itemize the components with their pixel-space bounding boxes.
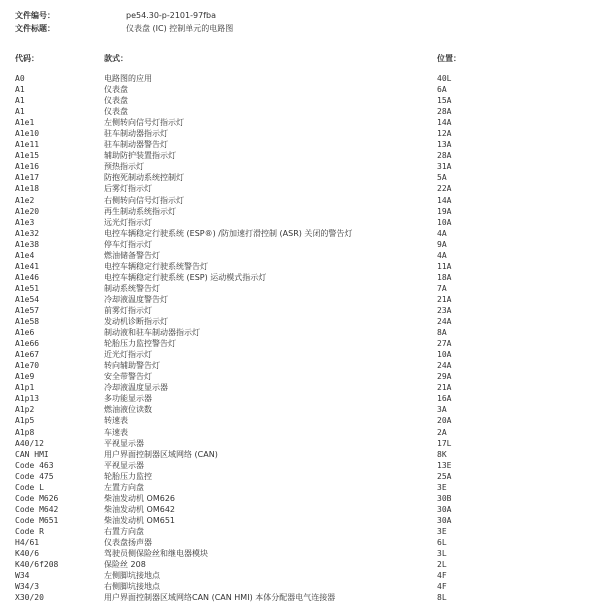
row-name: 右置方向盘 [104, 526, 144, 536]
table-row [0, 228, 600, 239]
row-code: A1 [15, 96, 25, 106]
row-name: 仪表盘 [104, 107, 128, 117]
row-code: A1 [15, 85, 25, 95]
table-row [0, 84, 600, 95]
row-position: 24A [437, 361, 452, 371]
row-code: A1p8 [15, 427, 35, 437]
row-code: H4/61 [15, 537, 40, 547]
row-position: 21A [437, 383, 452, 393]
row-position: 4F [437, 582, 447, 592]
table-row [0, 548, 600, 559]
row-name: 左置方向盘 [104, 482, 144, 492]
row-code: A1e16 [15, 162, 40, 172]
table-row [0, 393, 600, 404]
row-name: 仪表盘 [104, 85, 128, 95]
legend-table [0, 73, 600, 603]
row-code: A1e67 [15, 350, 40, 360]
row-name: 驻车制动器指示灯 [104, 129, 168, 139]
doc-number-label: 文件编号： [15, 11, 55, 20]
row-code: A1e54 [15, 294, 40, 304]
row-position: 13A [437, 140, 452, 150]
row-name: 安全带警告灯 [104, 372, 152, 382]
table-row [0, 504, 600, 515]
table-row [0, 150, 600, 161]
row-name: 电控车辆稳定行驶系统 (ESP®) /防加速打滑控制 (ASR) 关闭的警告灯 [104, 228, 353, 238]
table-row [0, 217, 600, 228]
row-position: 6A [437, 85, 447, 95]
row-code: A1e15 [15, 151, 40, 161]
row-name: 后雾灯指示灯 [104, 184, 152, 194]
row-name: 平视显示器 [104, 460, 144, 470]
row-position: 12A [437, 129, 452, 139]
row-code: W34/3 [15, 582, 40, 592]
row-position: 30B [437, 493, 452, 503]
row-name: 柴油发动机 OM651 [104, 515, 176, 525]
row-position: 2A [437, 427, 447, 437]
row-name: 制动系统警告灯 [104, 283, 160, 293]
doc-title-label: 文件标题： [15, 24, 55, 33]
table-row [0, 559, 600, 570]
table-row [0, 117, 600, 128]
row-name: 电控车辆稳定行驶系统 (ESP) 运动模式指示灯 [104, 272, 267, 282]
row-name: 电路图的应用 [104, 74, 152, 83]
column-header-code: 代码： [15, 54, 39, 63]
row-code: A40/12 [15, 438, 44, 448]
table-row [0, 272, 600, 283]
table-row [0, 106, 600, 117]
row-name: 轮胎压力监控警告灯 [104, 339, 176, 349]
table-row [0, 316, 600, 327]
row-position: 14A [437, 118, 452, 128]
table-row [0, 537, 600, 548]
row-name: 前雾灯指示灯 [104, 305, 152, 315]
table-row [0, 95, 600, 106]
table-row [0, 206, 600, 217]
row-position: 8K [437, 449, 447, 459]
row-code: CAN HMI [15, 449, 49, 459]
table-row [0, 371, 600, 382]
row-code: A1e38 [15, 239, 40, 249]
row-name: 驻车制动器警告灯 [104, 140, 168, 150]
table-row [0, 471, 600, 482]
table-row [0, 581, 600, 592]
row-position: 8A [437, 328, 447, 338]
table-row [0, 283, 600, 294]
row-code: Code 463 [15, 460, 54, 470]
doc-title-value: 仪表盘 (IC) 控制单元的电路图 [126, 24, 234, 33]
table-row [0, 438, 600, 449]
row-position: 13E [437, 460, 452, 470]
row-code: A1e66 [15, 339, 40, 349]
row-code: A1p5 [15, 416, 35, 426]
row-name: 再生制动系统指示灯 [104, 206, 176, 216]
row-code: A1e10 [15, 129, 40, 139]
row-position: 28A [437, 151, 452, 161]
row-code: A0 [15, 74, 25, 83]
row-name: 仪表盘 [104, 96, 128, 106]
row-code: A1e4 [15, 250, 35, 260]
table-row [0, 294, 600, 305]
row-name: 柴油发动机 OM642 [104, 504, 176, 514]
row-position: 10A [437, 217, 452, 227]
row-position: 6L [437, 537, 447, 547]
row-name: 左侧脚坑接地点 [104, 571, 160, 581]
table-row [0, 305, 600, 316]
row-code: A1e3 [15, 217, 35, 227]
table-row [0, 338, 600, 349]
row-position: 22A [437, 184, 452, 194]
row-position: 4F [437, 571, 447, 581]
row-code: Code M642 [15, 504, 59, 514]
row-name: 电控车辆稳定行驶系统警告灯 [104, 261, 208, 271]
table-row [0, 195, 600, 206]
row-name: 平视显示器 [104, 438, 144, 448]
row-position: 15A [437, 96, 452, 106]
row-name: 制动液和驻车制动器指示灯 [104, 328, 200, 338]
column-header-position: 位置： [437, 54, 461, 63]
row-position: 8L [437, 593, 447, 603]
table-row [0, 261, 600, 272]
row-position: 29A [437, 372, 452, 382]
table-row [0, 404, 600, 415]
row-name: 停车灯指示灯 [104, 239, 152, 249]
row-position: 3A [437, 405, 447, 415]
row-position: 11A [437, 261, 452, 271]
row-name: 右侧转向信号灯指示灯 [104, 195, 184, 205]
row-position: 3L [437, 549, 447, 559]
row-position: 20A [437, 416, 452, 426]
table-row [0, 239, 600, 250]
row-name: 轮胎压力监控 [104, 471, 152, 481]
table-row [0, 172, 600, 183]
row-position: 3E [437, 482, 447, 492]
row-name: 左侧转向信号灯指示灯 [104, 118, 184, 128]
row-position: 25A [437, 471, 452, 481]
row-code: X30/20 [15, 593, 44, 603]
table-row [0, 349, 600, 360]
row-position: 4A [437, 250, 447, 260]
table-row [0, 592, 600, 603]
row-position: 3E [437, 526, 447, 536]
table-row [0, 493, 600, 504]
row-position: 40L [437, 74, 452, 83]
row-name: 发动机诊断指示灯 [104, 317, 168, 327]
row-code: Code M626 [15, 493, 59, 503]
row-name: 防抱死制动系统控制灯 [104, 173, 184, 183]
row-code: K40/6f208 [15, 560, 59, 570]
row-code: A1e32 [15, 228, 40, 238]
row-code: Code R [15, 526, 44, 536]
row-position: 18A [437, 272, 452, 282]
row-code: A1e18 [15, 184, 40, 194]
row-code: A1e41 [15, 261, 40, 271]
row-code: A1e46 [15, 272, 40, 282]
row-code: Code 475 [15, 471, 54, 481]
row-name: 保险丝 208 [104, 560, 146, 570]
table-row [0, 360, 600, 371]
row-position: 5A [437, 173, 447, 183]
table-row [0, 139, 600, 150]
row-position: 21A [437, 294, 452, 304]
row-position: 4A [437, 228, 447, 238]
table-row [0, 570, 600, 581]
row-code: A1e2 [15, 195, 35, 205]
row-code: Code M651 [15, 515, 59, 525]
row-code: K40/6 [15, 549, 40, 559]
row-code: A1e1 [15, 118, 35, 128]
row-name: 冷却液温度警告灯 [104, 294, 168, 304]
table-row [0, 427, 600, 438]
row-name: 冷却液温度显示器 [104, 383, 168, 393]
row-position: 9A [437, 239, 447, 249]
table-row [0, 449, 600, 460]
row-position: 16A [437, 394, 452, 404]
table-row [0, 327, 600, 338]
row-code: A1p2 [15, 405, 35, 415]
row-code: A1e57 [15, 305, 40, 315]
row-code: A1e58 [15, 317, 40, 327]
row-code: Code L [15, 482, 44, 492]
table-row [0, 526, 600, 537]
row-name: 转速表 [104, 416, 128, 426]
row-name: 燃油液位读数 [104, 405, 152, 415]
row-code: A1e17 [15, 173, 40, 183]
row-position: 2L [437, 560, 447, 570]
table-row [0, 161, 600, 172]
row-code: A1 [15, 107, 25, 117]
row-name: 车速表 [104, 427, 128, 437]
row-position: 7A [437, 283, 447, 293]
row-name: 多功能显示器 [104, 394, 152, 404]
column-header-name: 款式： [104, 54, 128, 63]
row-name: 预热指示灯 [104, 162, 144, 172]
table-row [0, 515, 600, 526]
table-row [0, 382, 600, 393]
row-position: 31A [437, 162, 452, 172]
table-row [0, 128, 600, 139]
row-code: A1p1 [15, 383, 35, 393]
row-code: A1p13 [15, 394, 40, 404]
row-code: A1e70 [15, 361, 40, 371]
row-code: A1e6 [15, 328, 35, 338]
row-name: 右侧脚坑接地点 [104, 582, 160, 592]
table-row [0, 482, 600, 493]
table-row [0, 73, 600, 84]
row-position: 17L [437, 438, 452, 448]
row-code: A1e9 [15, 372, 35, 382]
row-code: A1e51 [15, 283, 40, 293]
row-position: 23A [437, 305, 452, 315]
table-row [0, 183, 600, 194]
doc-number-value: pe54.30-p-2101-97fba [126, 11, 216, 20]
row-name: 辅助防护装置指示灯 [104, 151, 176, 161]
table-row [0, 250, 600, 261]
row-name: 用户界面控制器区域网络 (CAN) [104, 449, 218, 459]
table-row [0, 460, 600, 471]
row-name: 远光灯指示灯 [104, 217, 152, 227]
row-position: 30A [437, 504, 452, 514]
row-position: 30A [437, 515, 452, 525]
row-position: 28A [437, 107, 452, 117]
row-position: 19A [437, 206, 452, 216]
row-name: 驾驶员侧保险丝和继电器模块 [104, 549, 208, 559]
row-name: 柴油发动机 OM626 [104, 493, 176, 503]
row-position: 10A [437, 350, 452, 360]
row-code: W34 [15, 571, 30, 581]
row-name: 近光灯指示灯 [104, 350, 152, 360]
row-position: 14A [437, 195, 452, 205]
row-position: 24A [437, 317, 452, 327]
table-row [0, 415, 600, 426]
row-code: A1e11 [15, 140, 40, 150]
row-code: A1e20 [15, 206, 40, 216]
row-name: 燃油储备警告灯 [104, 250, 160, 260]
row-name: 仪表盘扬声器 [104, 537, 152, 547]
row-name: 转向辅助警告灯 [104, 361, 160, 371]
row-position: 27A [437, 339, 452, 349]
row-name: 用户界面控制器区域网络CAN (CAN HMI) 本体分配器电气连接器 [104, 593, 336, 603]
